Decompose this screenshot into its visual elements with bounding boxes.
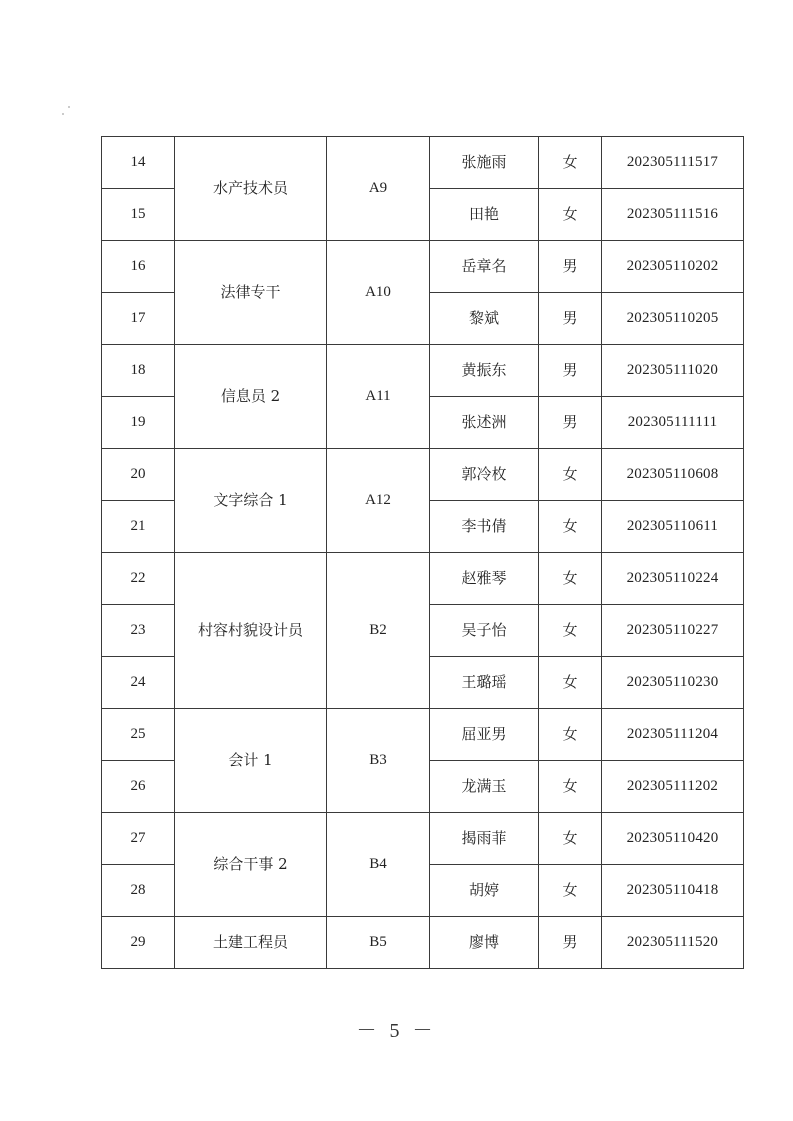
serial-number-cell: 14 [102,137,175,189]
table-row [102,709,744,761]
position-cell: 水产技术员 [175,137,327,241]
serial-number-cell: 16 [102,241,175,293]
name-cell: 龙满玉 [430,761,539,813]
gender-cell: 男 [539,397,602,449]
serial-number-cell: 29 [102,917,175,969]
position-cell: 会计 1 [175,709,327,813]
serial-number-cell: 25 [102,709,175,761]
exam-id-cell: 202305111204 [602,709,744,761]
name-cell: 田艳 [430,189,539,241]
name-cell: 廖博 [430,917,539,969]
exam-id-cell: 202305110202 [602,241,744,293]
gender-cell: 男 [539,293,602,345]
exam-id-cell: 202305110224 [602,553,744,605]
serial-number-cell: 19 [102,397,175,449]
name-cell: 黄振东 [430,345,539,397]
position-cell: 法律专干 [175,241,327,345]
position-code-cell: A12 [327,449,430,553]
exam-id-cell: 202305111202 [602,761,744,813]
exam-id-cell: 202305111520 [602,917,744,969]
serial-number-cell: 28 [102,865,175,917]
exam-id-cell: 202305111111 [602,397,744,449]
serial-number-cell: 15 [102,189,175,241]
candidate-table [101,136,744,969]
serial-number-cell: 23 [102,605,175,657]
serial-number-cell: 20 [102,449,175,501]
gender-cell: 女 [539,657,602,709]
exam-id-cell: 202305110418 [602,865,744,917]
position-code-cell: B5 [327,917,430,969]
gender-cell: 男 [539,345,602,397]
table-row [102,449,744,501]
gender-cell: 女 [539,709,602,761]
gender-cell: 女 [539,865,602,917]
position-code-cell: A10 [327,241,430,345]
position-code-cell: B2 [327,553,430,709]
serial-number-cell: 24 [102,657,175,709]
exam-id-cell: 202305111516 [602,189,744,241]
gender-cell: 女 [539,553,602,605]
gender-cell: 女 [539,501,602,553]
gender-cell: 男 [539,917,602,969]
table-row [102,345,744,397]
name-cell: 吴子怡 [430,605,539,657]
table-row [102,813,744,865]
name-cell: 赵雅琴 [430,553,539,605]
gender-cell: 女 [539,813,602,865]
name-cell: 李书倩 [430,501,539,553]
exam-id-cell: 202305110608 [602,449,744,501]
exam-id-cell: 202305110227 [602,605,744,657]
position-cell: 土建工程员 [175,917,327,969]
gender-cell: 男 [539,241,602,293]
exam-id-cell: 202305110230 [602,657,744,709]
position-code-cell: A11 [327,345,430,449]
gender-cell: 女 [539,137,602,189]
name-cell: 揭雨菲 [430,813,539,865]
serial-number-cell: 17 [102,293,175,345]
name-cell: 张施雨 [430,137,539,189]
name-cell: 郭冷枚 [430,449,539,501]
position-code-cell: A9 [327,137,430,241]
candidate-table-body [102,137,744,969]
position-cell: 信息员 2 [175,345,327,449]
table-row [102,137,744,189]
position-code-cell: B4 [327,813,430,917]
gender-cell: 女 [539,189,602,241]
serial-number-cell: 26 [102,761,175,813]
position-cell: 综合干事 2 [175,813,327,917]
position-code-cell: B3 [327,709,430,813]
serial-number-cell: 18 [102,345,175,397]
serial-number-cell: 21 [102,501,175,553]
table-row [102,241,744,293]
gender-cell: 女 [539,449,602,501]
exam-id-cell: 202305110420 [602,813,744,865]
exam-id-cell: 202305110611 [602,501,744,553]
table-row [102,917,744,969]
name-cell: 胡婷 [430,865,539,917]
exam-id-cell: 202305110205 [602,293,744,345]
position-cell: 文字综合 1 [175,449,327,553]
name-cell: 王璐瑶 [430,657,539,709]
name-cell: 屈亚男 [430,709,539,761]
page-number: － 5 － [356,1020,437,1042]
gender-cell: 女 [539,761,602,813]
exam-id-cell: 202305111020 [602,345,744,397]
name-cell: 黎斌 [430,293,539,345]
position-cell: 村容村貌设计员 [175,553,327,709]
scan-speck [68,106,70,108]
serial-number-cell: 22 [102,553,175,605]
serial-number-cell: 27 [102,813,175,865]
name-cell: 张述洲 [430,397,539,449]
exam-id-cell: 202305111517 [602,137,744,189]
name-cell: 岳章名 [430,241,539,293]
table-row [102,553,744,605]
gender-cell: 女 [539,605,602,657]
scan-speck [62,113,64,115]
